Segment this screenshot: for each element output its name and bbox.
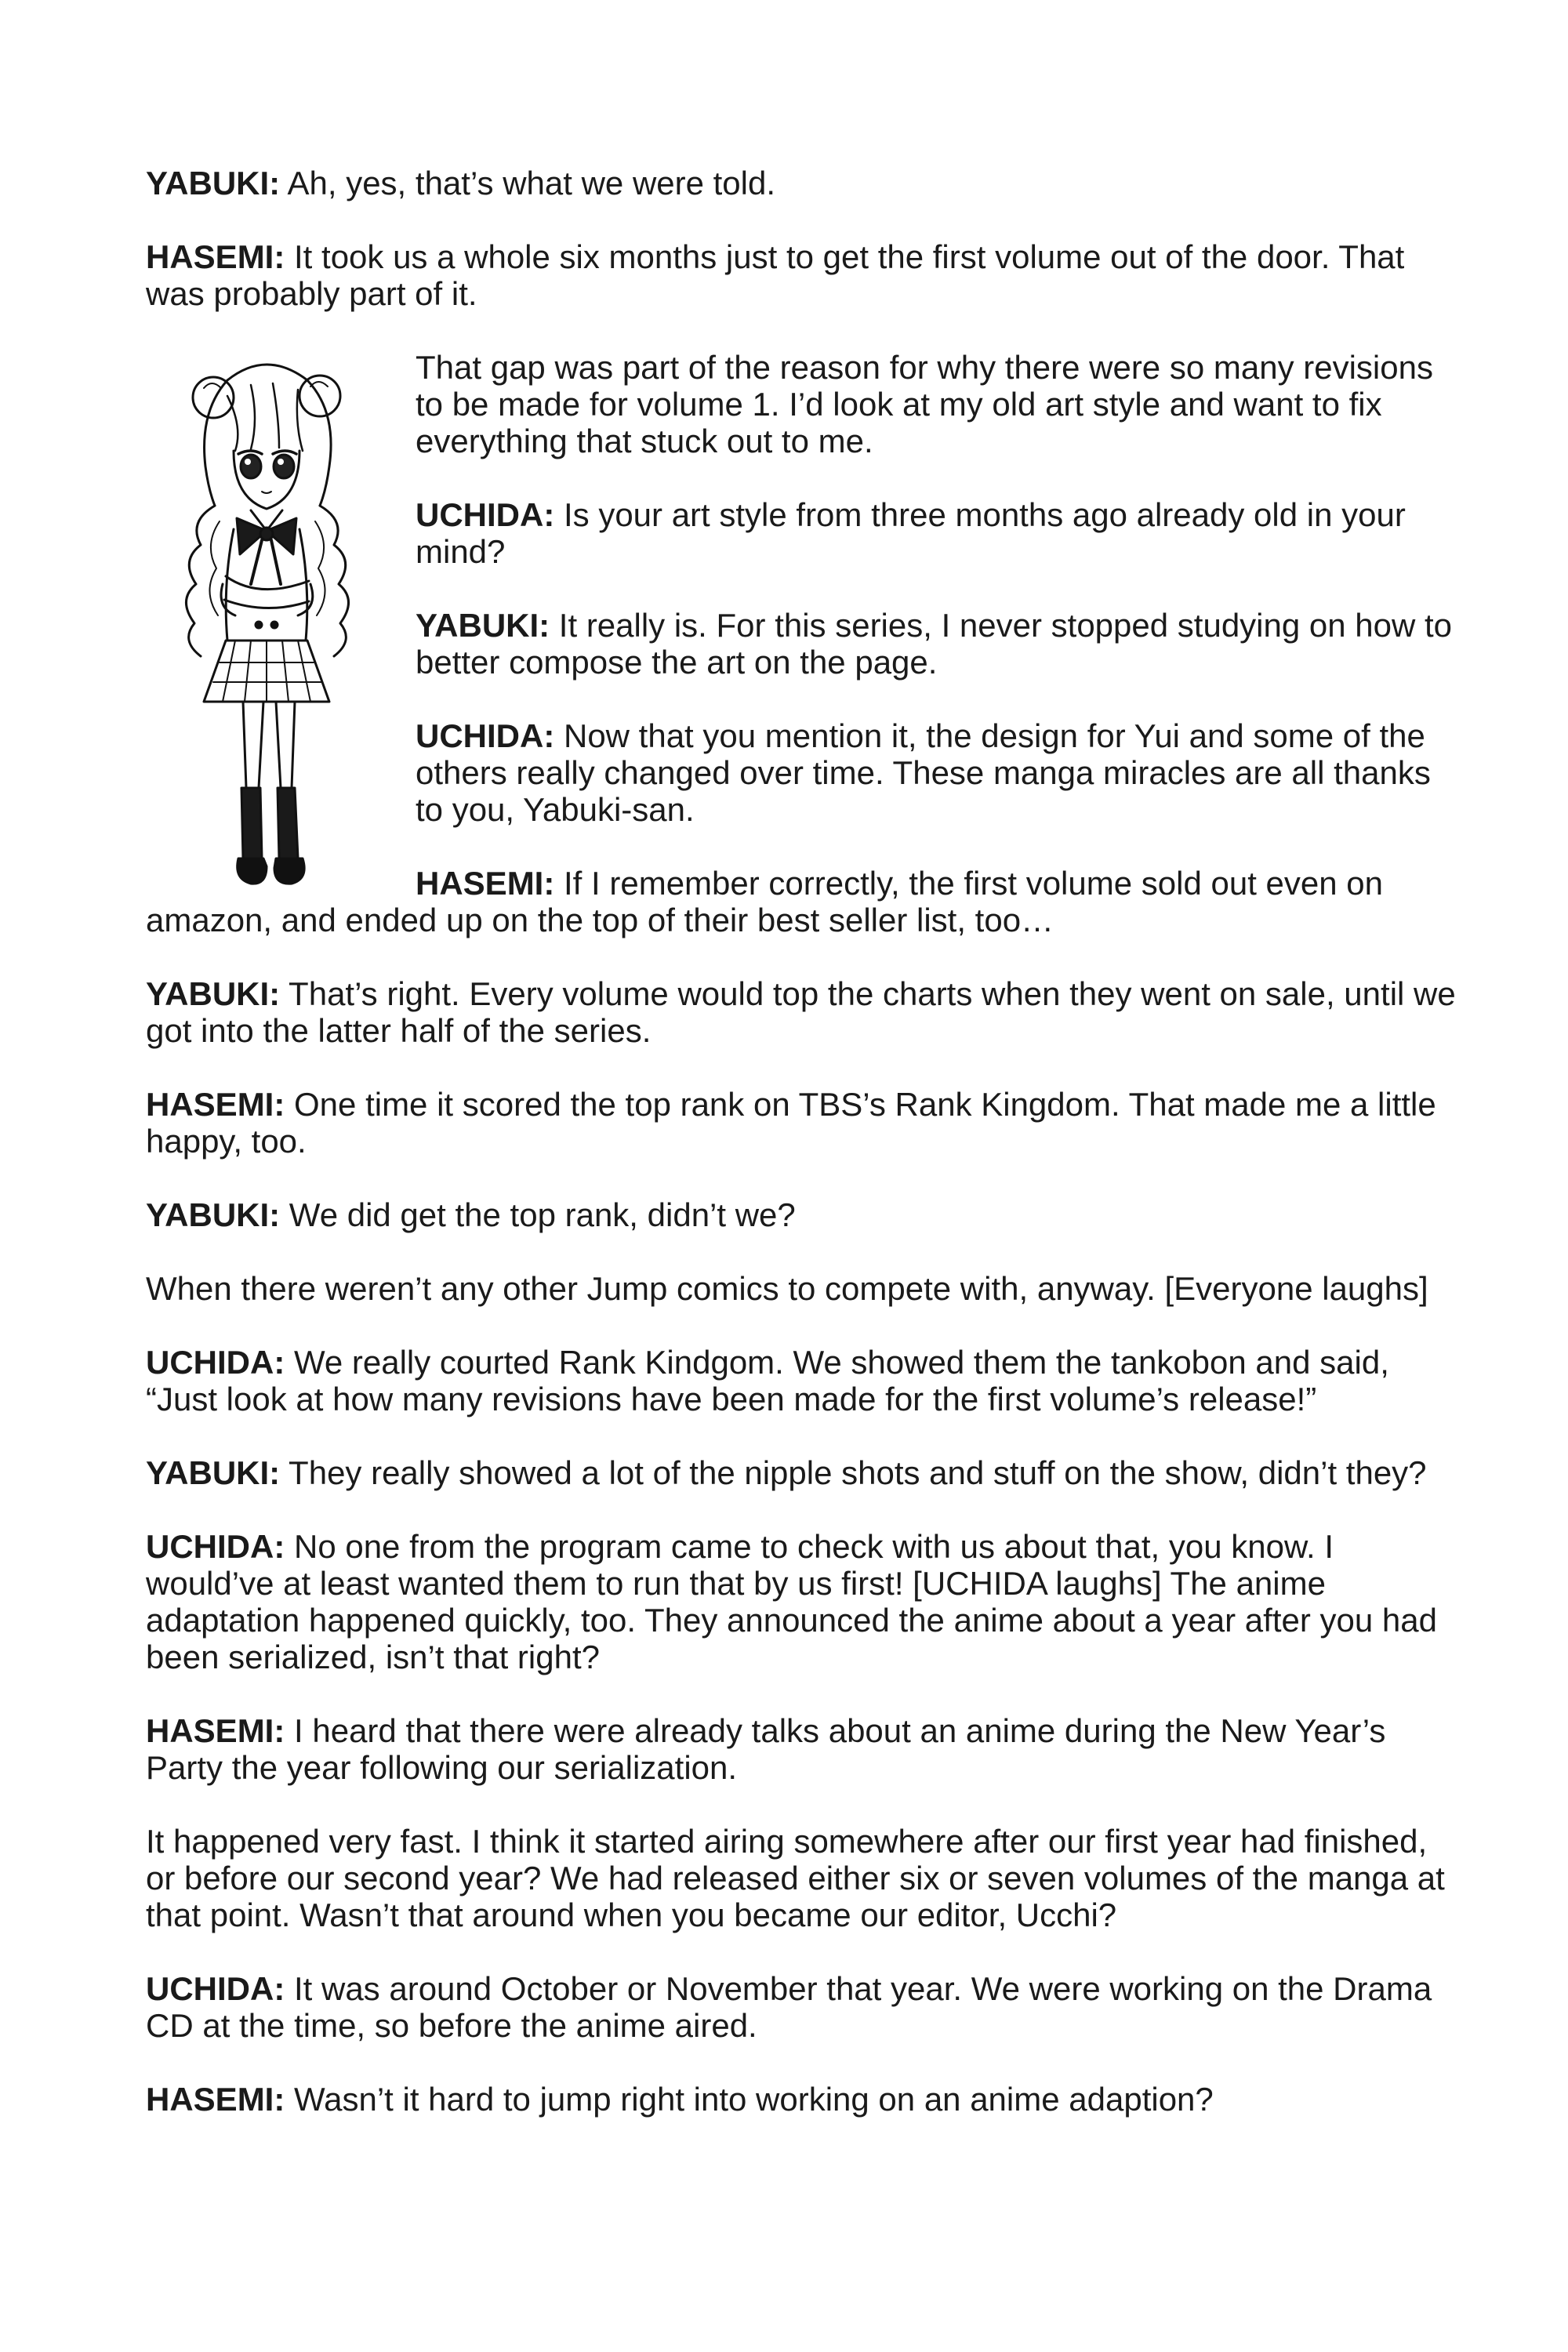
dialogue-text: It really is. For this series, I never stopped studying on how to better compose the art on the page. xyxy=(416,607,1453,681)
speaker-name: UCHIDA: xyxy=(146,1344,285,1381)
dialogue-text: No one from the program came to check with us about that, you know. I would’ve at least wanted them to run that by us first! [UCHIDA laughs] The anime adaptation happened quickly, too. They announced the anime about a year after you had been serialized, isn’t that right? xyxy=(146,1528,1437,1675)
speaker-name: YABUKI: xyxy=(146,1454,281,1491)
speaker-name: YABUKI: xyxy=(416,607,550,644)
dialogue-paragraph xyxy=(146,238,1461,312)
speaker-name: UCHIDA: xyxy=(146,1970,285,2007)
dialogue-text: It happened very fast. I think it started airing somewhere after our first year had finished, or before our second year? We had released either six or seven volumes of the manga at that point. Wasn’t that around when you became our editor, Ucchi? xyxy=(146,1823,1445,1933)
dialogue-paragraph xyxy=(146,1086,1461,1160)
dialogue-paragraph xyxy=(146,1196,1461,1233)
dialogue-text: Is your art style from three months ago already old in your mind? xyxy=(416,496,1406,570)
dialogue-paragraph xyxy=(146,1970,1461,2044)
dialogue-paragraph xyxy=(146,1528,1461,1675)
dialogue-text: They really showed a lot of the nipple shots and stuff on the show, didn’t they? xyxy=(280,1454,1427,1491)
dialogue-paragraph xyxy=(146,975,1461,1049)
speaker-name: HASEMI: xyxy=(146,1712,285,1749)
speaker-name: UCHIDA: xyxy=(416,496,555,533)
dialogue-text: It took us a whole six months just to get the first volume out of the door. That was probably part of it. xyxy=(146,238,1405,312)
speaker-name: YABUKI: xyxy=(146,165,281,201)
dialogue-paragraph xyxy=(146,165,1461,201)
speaker-name: HASEMI: xyxy=(146,238,285,275)
dialogue-text: Ah, yes, that’s what we were told. xyxy=(280,165,776,201)
dialogue-text: I heard that there were already talks about an anime during the New Year’s Party the year following our serialization. xyxy=(146,1712,1386,1786)
dialogue-text: It was around October or November that year. We were working on the Drama CD at the time, so before the anime aired. xyxy=(146,1970,1432,2044)
manga-character-illustration xyxy=(141,349,390,896)
speaker-name: HASEMI: xyxy=(416,865,555,902)
dialogue-text: When there weren’t any other Jump comics to compete with, anyway. [Everyone laughs] xyxy=(146,1270,1428,1307)
dialogue-paragraph xyxy=(146,1712,1461,1786)
speaker-name: HASEMI: xyxy=(146,1086,285,1123)
dialogue-text: We did get the top rank, didn’t we? xyxy=(280,1196,796,1233)
dialogue-text: If I remember correctly, the first volume sold out even on amazon, and ended up on the top of their best seller list, too… xyxy=(146,865,1383,938)
dialogue-text: Wasn’t it hard to jump right into working on an anime adaption? xyxy=(285,2081,1214,2118)
dialogue-paragraph xyxy=(146,1823,1461,1933)
dialogue-text: That’s right. Every volume would top the charts when they went on sale, until we got into the latter half of the series. xyxy=(146,975,1456,1049)
dialogue-text: One time it scored the top rank on TBS’s Rank Kingdom. That made me a little happy, too. xyxy=(146,1086,1436,1160)
dialogue-paragraph xyxy=(146,1344,1461,1417)
dialogue-paragraph xyxy=(146,2081,1461,2118)
speaker-name: YABUKI: xyxy=(146,1196,281,1233)
dialogue-paragraph xyxy=(146,1454,1461,1491)
dialogue-paragraph xyxy=(146,1270,1461,1307)
dialogue-text: Now that you mention it, the design for Yui and some of the others really changed over time. These manga miracles are all thanks to you, Yabuki-san. xyxy=(416,717,1431,828)
speaker-name: HASEMI: xyxy=(146,2081,285,2118)
speaker-name: UCHIDA: xyxy=(146,1528,285,1565)
dialogue-text: We really courted Rank Kindgom. We showed them the tankobon and said, “Just look at how many revisions have been made for the first volume’s release!” xyxy=(146,1344,1389,1417)
dialogue-text: That gap was part of the reason for why there were so many revisions to be made for volume 1. I’d look at my old art style and want to fix everything that stuck out to me. xyxy=(416,349,1433,459)
speaker-name: YABUKI: xyxy=(146,975,281,1012)
speaker-name: UCHIDA: xyxy=(416,717,555,754)
